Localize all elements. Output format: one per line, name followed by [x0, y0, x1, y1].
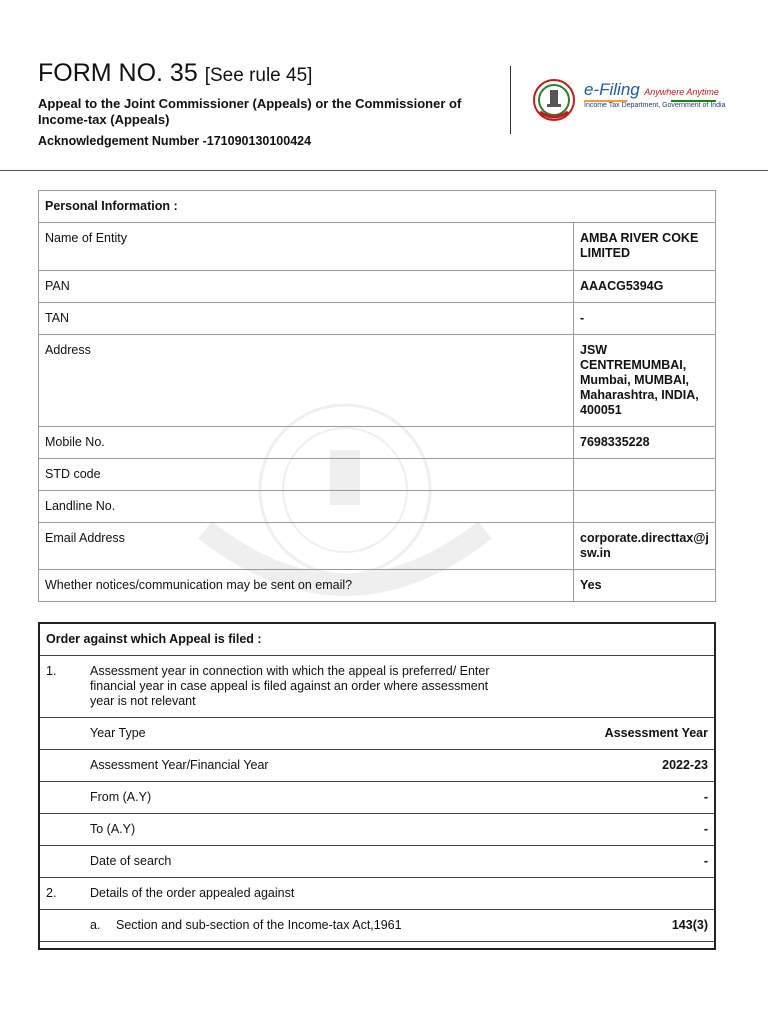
table-row: [39, 782, 715, 814]
email-notice-label: Whether notices/communication may be sent on email?: [39, 570, 574, 602]
efiling-logo: [532, 78, 726, 122]
table-row: [39, 910, 715, 942]
table-row: [39, 427, 716, 459]
personal-information-table: [38, 190, 716, 602]
assessment-year-label: Assessment Year/Financial Year: [84, 750, 502, 782]
see-rule: [See rule 45]: [204, 65, 313, 86]
date-of-search-label: Date of search: [84, 846, 502, 878]
personal-info-heading: Personal Information :: [39, 191, 716, 223]
efiling-text: e-Filing: [584, 80, 640, 99]
item-2a-value: 143(3): [502, 910, 715, 942]
tan-value: -: [574, 303, 716, 335]
year-type-value: Assessment Year: [502, 718, 715, 750]
to-ay-label: To (A.Y): [84, 814, 502, 846]
table-row: [39, 491, 716, 523]
table-row: [39, 303, 716, 335]
table-row: [39, 656, 715, 718]
acknowledgement-number: Acknowledgement Number -171090130100424: [38, 134, 312, 148]
name-of-entity-value: AMBA RIVER COKE LIMITED: [574, 223, 716, 271]
table-row: [39, 750, 715, 782]
pan-value: AAACG5394G: [574, 271, 716, 303]
from-ay-value: -: [502, 782, 715, 814]
form-title: [38, 58, 312, 91]
efiling-department: Income Tax Department, Government of India: [584, 102, 726, 109]
to-ay-value: -: [502, 814, 715, 846]
header-divider: [510, 66, 511, 134]
item-2a-letter: a.: [90, 918, 101, 932]
efiling-tagline: Anywhere Anytime: [644, 87, 719, 97]
form-subtitle: Appeal to the Joint Commissioner (Appeals) or the Commissioner of Income-tax (Appeals): [38, 96, 462, 127]
year-type-label: Year Type: [84, 718, 502, 750]
tan-label: TAN: [39, 303, 574, 335]
table-row: [39, 223, 716, 271]
item-2-text: Details of the order appealed against: [84, 878, 715, 910]
table-row: [39, 335, 716, 427]
pan-label: PAN: [39, 271, 574, 303]
table-row: [39, 459, 716, 491]
std-code-label: STD code: [39, 459, 574, 491]
email-notice-value: Yes: [574, 570, 716, 602]
form-header: [0, 0, 768, 170]
mobile-value: 7698335228: [574, 427, 716, 459]
form-number: FORM NO. 35: [38, 59, 198, 87]
income-tax-department-emblem-icon: [532, 78, 576, 122]
item-2a-text: Section and sub-section of the Income-tax Act,1961: [116, 918, 402, 932]
efiling-wordmark: [584, 80, 719, 100]
item-2a: [84, 910, 502, 942]
table-row: [39, 570, 716, 602]
order-heading-row: [39, 623, 715, 656]
table-row: [39, 942, 715, 950]
order-appealed-table: [38, 622, 716, 950]
landline-value: [574, 491, 716, 523]
email-value: corporate.directtax@jsw.in: [574, 523, 716, 570]
item-1-text: Assessment year in connection with which the appeal is preferred/ Enter financial year in case appeal is filed against an order where assessment year is not relevant: [84, 656, 715, 718]
date-of-search-value: -: [502, 846, 715, 878]
item-1-number: 1.: [39, 656, 84, 718]
table-row: [39, 846, 715, 878]
address-value: JSW CENTREMUMBAI, Mumbai, MUMBAI, Maharashtra, INDIA, 400051: [574, 335, 716, 427]
item-2-number: 2.: [39, 878, 84, 910]
address-label: Address: [39, 335, 574, 427]
table-row: [39, 523, 716, 570]
email-label: Email Address: [39, 523, 574, 570]
order-heading: Order against which Appeal is filed :: [39, 623, 715, 656]
table-row: [39, 878, 715, 910]
table-row: [39, 271, 716, 303]
table-row: [39, 814, 715, 846]
mobile-label: Mobile No.: [39, 427, 574, 459]
header-rule: [0, 170, 768, 171]
landline-label: Landline No.: [39, 491, 574, 523]
name-of-entity-label: Name of Entity: [39, 223, 574, 271]
from-ay-label: From (A.Y): [84, 782, 502, 814]
table-row: [39, 718, 715, 750]
personal-info-heading-row: [39, 191, 716, 223]
std-code-value: [574, 459, 716, 491]
assessment-year-value: 2022-23: [502, 750, 715, 782]
